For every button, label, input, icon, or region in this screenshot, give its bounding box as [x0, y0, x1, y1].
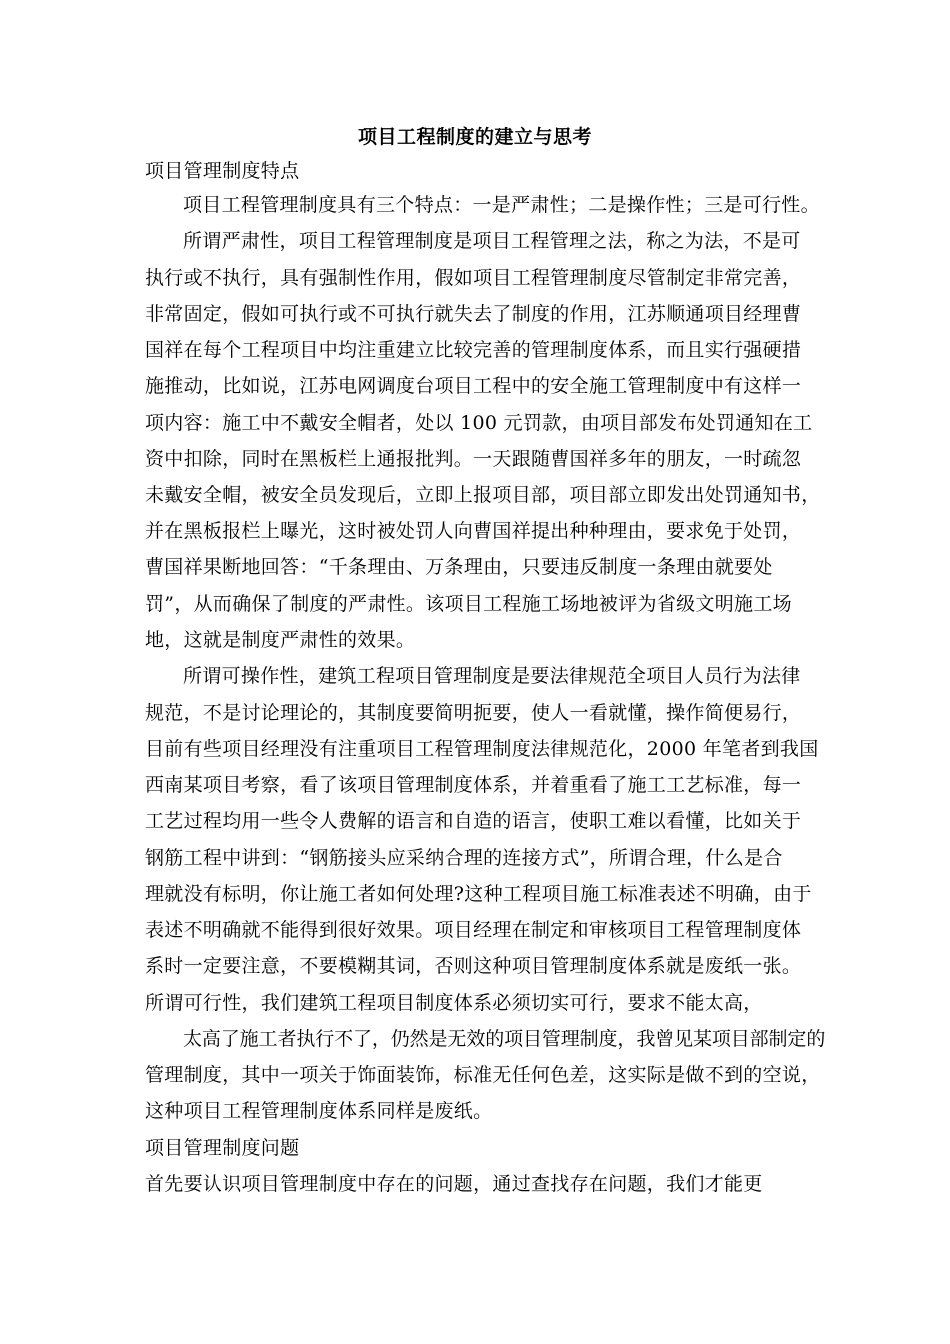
- paragraph-line: 理就没有标明，你让施工者如何处理?这种工程项目施工标准表述不明确，由于: [145, 883, 812, 905]
- paragraph-line: 这种项目工程管理制度体系同样是废纸。: [145, 1100, 493, 1122]
- paragraph-line: 目前有些项目经理没有注重项目工程管理制度法律规范化，2000 年笔者到我国: [145, 738, 819, 760]
- paragraph-line: 非常固定，假如可执行或不可执行就失去了制度的作用，江苏顺通项目经理曹: [145, 303, 802, 325]
- section-heading: 首先要认识项目管理制度中存在的问题，通过查找存在问题，我们才能更: [145, 1173, 763, 1195]
- document-title: 项目工程制度的建立与思考: [357, 126, 592, 148]
- paragraph-line: 所谓可操作性，建筑工程项目管理制度是要法律规范全项目人员行为法律: [183, 665, 801, 687]
- paragraph-line: 所谓严肃性，项目工程管理制度是项目工程管理之法，称之为法，不是可: [183, 230, 801, 252]
- paragraph-line: 施推动，比如说，江苏电网调度台项目工程中的安全施工管理制度中有这样一: [145, 375, 802, 397]
- paragraph-line: 工艺过程均用一些令人费解的语言和自造的语言，使职工难以看懂，比如关于: [145, 810, 802, 832]
- paragraph-line: 曹国祥果断地回答：“千条理由、万条理由，只要违反制度一条理由就要处: [145, 556, 773, 578]
- paragraph-line: 地，这就是制度严肃性的效果。: [145, 629, 416, 651]
- paragraph-line: 钢筋工程中讲到：“钢筋接头应采纳合理的连接方式”，所谓合理，什么是合: [145, 847, 783, 869]
- paragraph-line: 规范，不是讨论理论的，其制度要简明扼要，使人一看就懂，操作简便易行，: [145, 702, 802, 724]
- paragraph-line: 系时一定要注意，不要模糊其词，否则这种项目管理制度体系就是废纸一张。: [145, 955, 802, 977]
- paragraph-line: 罚”，从而确保了制度的严肃性。该项目工程施工场地被评为省级文明施工场: [145, 593, 792, 615]
- paragraph-line: 所谓可行性，我们建筑工程项目制度体系必须切实可行，要求不能太高，: [145, 992, 763, 1014]
- paragraph-line: 项目工程管理制度具有三个特点：一是严肃性；二是操作性；三是可行性。: [183, 194, 820, 216]
- paragraph-line: 并在黑板报栏上曝光，这时被处罚人向曹国祥提出种种理由，要求免于处罚，: [145, 520, 802, 542]
- paragraph-line: 西南某项目考察，看了该项目管理制度体系，并着重看了施工工艺标准，每一: [145, 774, 802, 796]
- paragraph-line: 表述不明确就不能得到很好效果。项目经理在制定和审核项目工程管理制度体: [145, 919, 802, 941]
- paragraph-line: 执行或不执行，具有强制性作用，假如项目工程管理制度尽管制定非常完善，: [145, 267, 802, 289]
- paragraph-line: 项内容：施工中不戴安全帽者，处以 100 元罚款，由项目部发布处罚通知在工: [145, 412, 813, 434]
- paragraph-line: 管理制度，其中一项关于饰面装饰，标准无任何色差，这实际是做不到的空说，: [145, 1064, 821, 1086]
- section-heading: 项目管理制度特点: [145, 160, 300, 182]
- paragraph-line: 资中扣除，同时在黑板栏上通报批判。一天跟随曹国祥多年的朋友，一时疏忽: [145, 448, 802, 470]
- paragraph-line: 太高了施工者执行不了，仍然是无效的项目管理制度，我曾见某项目部制定的: [183, 1028, 826, 1050]
- paragraph-line: 国祥在每个工程项目中均注重建立比较完善的管理制度体系，而且实行强硬措: [145, 339, 802, 361]
- paragraph-line: 项目管理制度问题: [145, 1137, 300, 1159]
- paragraph-line: 未戴安全帽，被安全员发现后，立即上报项目部，项目部立即发出处罚通知书，: [145, 484, 821, 506]
